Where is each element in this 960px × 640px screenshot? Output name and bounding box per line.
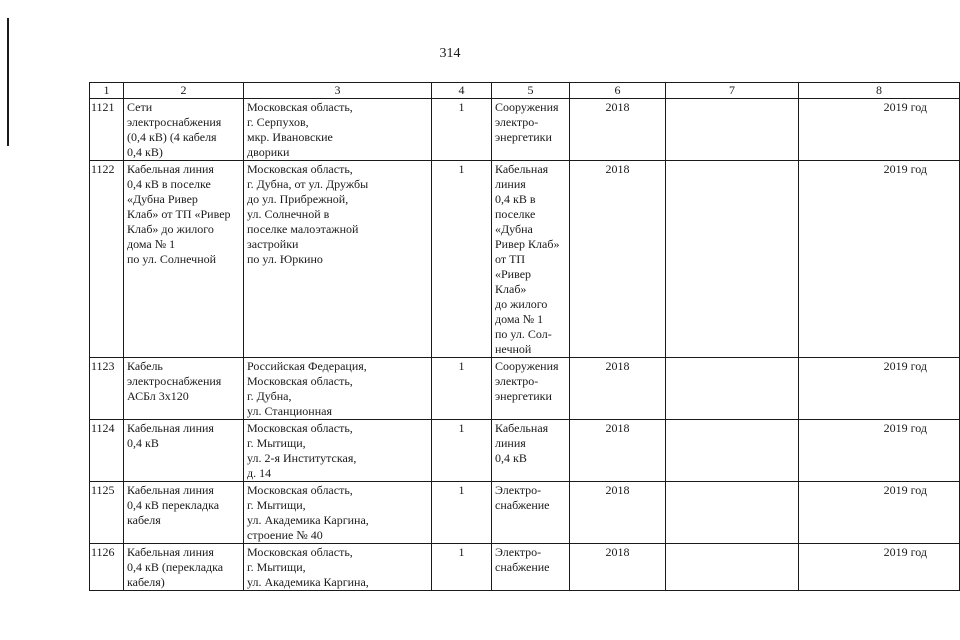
object-type: Электро- снабжение	[492, 544, 570, 591]
table-row	[90, 161, 960, 358]
object-address: Московская область, г. Серпухов, мкр. Ивановские дворики	[244, 99, 432, 161]
column-header: 1	[90, 83, 124, 99]
object-type: Кабельная линия 0,4 кВ	[492, 420, 570, 482]
column-header: 8	[799, 83, 960, 99]
column-header: 3	[244, 83, 432, 99]
row-number: 1122	[90, 161, 124, 358]
object-name: Кабельная линия 0,4 кВ (перекладка кабеля)	[124, 544, 244, 591]
object-type: Кабельная линия 0,4 кВ в поселке «Дубна Ривер Клаб» от ТП «Ривер Клаб» до жилого дома № 1 по ул. Сол- нечной	[492, 161, 570, 358]
object-term: 2019 год	[799, 99, 960, 161]
object-year: 2018	[570, 99, 666, 161]
column-header: 7	[666, 83, 799, 99]
column-header: 4	[432, 83, 492, 99]
row-number: 1121	[90, 99, 124, 161]
object-year: 2018	[570, 161, 666, 358]
object-address: Московская область, г. Мытищи, ул. Академика Каргина,	[244, 544, 432, 591]
object-year: 2018	[570, 420, 666, 482]
object-type: Электро- снабжение	[492, 482, 570, 544]
object-type: Сооружения электро- энергетики	[492, 99, 570, 161]
object-address: Московская область, г. Мытищи, ул. 2-я Институтская, д. 14	[244, 420, 432, 482]
page-number: 314	[439, 46, 461, 61]
object-col7	[666, 420, 799, 482]
object-term: 2019 год	[799, 482, 960, 544]
table-row	[90, 358, 960, 420]
column-header: 2	[124, 83, 244, 99]
object-quantity: 1	[432, 482, 492, 544]
object-quantity: 1	[432, 544, 492, 591]
object-col7	[666, 544, 799, 591]
object-name: Кабельная линия 0,4 кВ	[124, 420, 244, 482]
table-row	[90, 482, 960, 544]
object-address: Московская область, г. Мытищи, ул. Академика Каргина, строение № 40	[244, 482, 432, 544]
column-header: 6	[570, 83, 666, 99]
object-name: Кабель электроснабжения АСБл 3х120	[124, 358, 244, 420]
row-number: 1126	[90, 544, 124, 591]
object-term: 2019 год	[799, 420, 960, 482]
object-year: 2018	[570, 482, 666, 544]
table-row	[90, 99, 960, 161]
object-quantity: 1	[432, 420, 492, 482]
object-name: Сети электроснабжения (0,4 кВ) (4 кабеля 0,4 кВ)	[124, 99, 244, 161]
object-type: Сооружения электро- энергетики	[492, 358, 570, 420]
column-header: 5	[492, 83, 570, 99]
table-row	[90, 544, 960, 591]
object-name: Кабельная линия 0,4 кВ в поселке «Дубна Ривер Клаб» от ТП «Ривер Клаб» до жилого дома № 1 по ул. Солнечной	[124, 161, 244, 358]
object-year: 2018	[570, 358, 666, 420]
object-address: Московская область, г. Дубна, от ул. Дружбы до ул. Прибрежной, ул. Солнечной в поселке малоэтажной застройки по ул. Юркино	[244, 161, 432, 358]
object-col7	[666, 482, 799, 544]
object-address: Российская Федерация, Московская область, г. Дубна, ул. Станционная	[244, 358, 432, 420]
object-col7	[666, 161, 799, 358]
header-row	[90, 83, 960, 99]
object-quantity: 1	[432, 161, 492, 358]
object-col7	[666, 358, 799, 420]
margin-line	[7, 18, 9, 146]
registry-table	[89, 82, 960, 591]
object-name: Кабельная линия 0,4 кВ перекладка кабеля	[124, 482, 244, 544]
object-term: 2019 год	[799, 544, 960, 591]
object-year: 2018	[570, 544, 666, 591]
row-number: 1123	[90, 358, 124, 420]
row-number: 1124	[90, 420, 124, 482]
table-row	[90, 420, 960, 482]
object-term: 2019 год	[799, 161, 960, 358]
object-term: 2019 год	[799, 358, 960, 420]
object-quantity: 1	[432, 358, 492, 420]
row-number: 1125	[90, 482, 124, 544]
object-quantity: 1	[432, 99, 492, 161]
object-col7	[666, 99, 799, 161]
